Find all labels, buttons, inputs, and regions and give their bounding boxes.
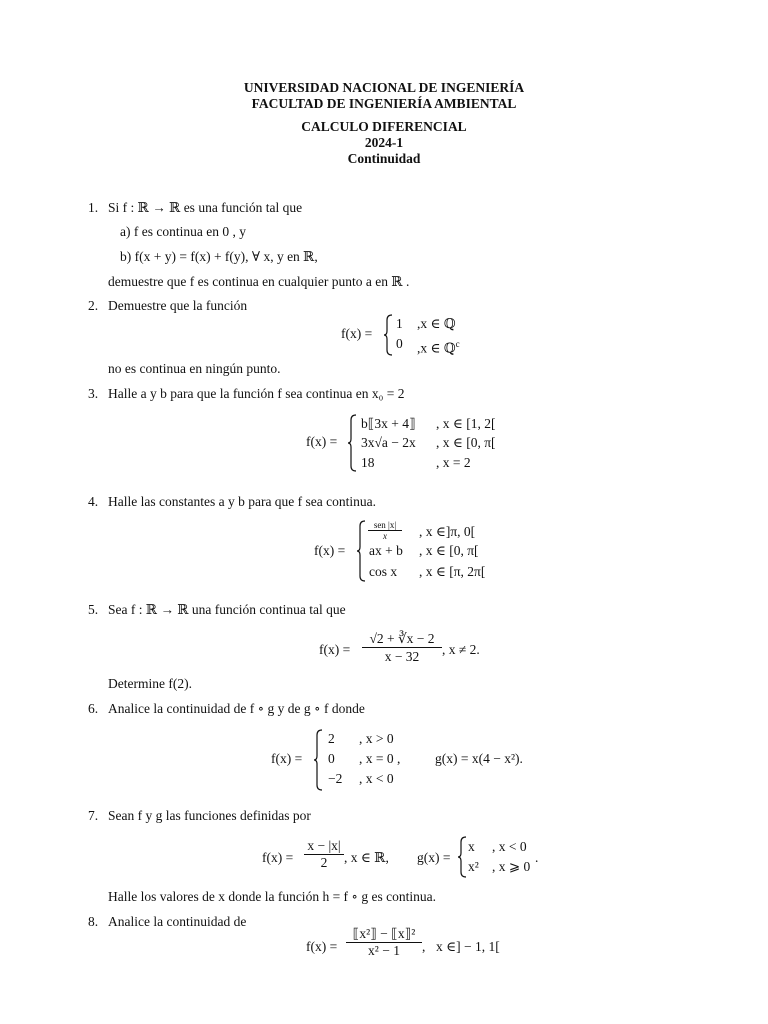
problem-2-intro: Demuestre que la función (108, 298, 248, 313)
problem-3-case1-value: b⟦3x + 4⟧ (361, 416, 416, 431)
problem-4-case2-value: ax + b (369, 543, 403, 558)
problem-4-intro: Halle las constantes a y b para que f sea continua. (108, 494, 377, 509)
problem-2-number: 2. (88, 298, 99, 313)
problem-3-lhs: f(x) = (306, 434, 338, 449)
problem-4-case2-cond: , x ∈ [0, π[ (419, 543, 479, 558)
problem-4-case3-cond: , x ∈ [π, 2π[ (419, 564, 486, 579)
problem-2-case2-cond-wrap (417, 336, 460, 357)
problem-2-outro: no es continua en ningún punto. (108, 361, 281, 376)
topic-title: Continuidad (347, 151, 421, 166)
university-name: UNIVERSIDAD NACIONAL DE INGENIERÍA (243, 80, 525, 95)
problem-2-complement-sup: c (455, 339, 460, 349)
problem-6-case3-value: −2 (328, 771, 343, 786)
problem-6-lhs: f(x) = (271, 751, 303, 766)
problem-1-item-a: a) f es continua en 0 , y (120, 224, 246, 239)
problem-8-intro: Analice la continuidad de (108, 914, 247, 929)
brace-icon (356, 520, 366, 582)
problem-7-number: 7. (88, 808, 99, 823)
problem-7-f-fraction (304, 838, 344, 871)
problem-6-g-definition: g(x) = x(4 − x²). (435, 751, 523, 766)
problem-3-intro: Halle a y b para que la función f sea continua en x₀ = 2 (108, 386, 405, 401)
problem-1-number: 1. (88, 200, 99, 215)
problem-6-case3-cond: , x < 0 (359, 771, 394, 786)
faculty-name: FACULTAD DE INGENIERÍA AMBIENTAL (251, 96, 517, 111)
problem-7-f-numerator: x − |x| (304, 838, 344, 855)
problem-8-fraction (346, 926, 422, 959)
problem-3-case2-value: 3x√a − 2x (361, 435, 416, 450)
problem-2-case2-value: 0 (396, 336, 403, 351)
problem-1-intro: Si f : ℝ → ℝ es una función tal que (108, 200, 303, 215)
problem-8-comma: , (422, 939, 426, 954)
problem-8-numerator: ⟦x²⟧ − ⟦x⟧² (346, 926, 422, 943)
problem-6-case2-value: 0 (328, 751, 335, 766)
problem-7-f-denominator: 2 (320, 855, 328, 870)
problem-5-denominator: x − 32 (384, 649, 420, 664)
problem-6-case1-value: 2 (328, 731, 335, 746)
brace-icon (347, 414, 357, 472)
problem-4-case1-num: sen |x| (368, 520, 402, 531)
problem-7-intro: Sean f y g las funciones definidas por (108, 808, 311, 823)
course-title: CALCULO DIFERENCIAL (301, 119, 467, 134)
problem-4-case1-fraction (368, 520, 402, 541)
problem-3-number: 3. (88, 386, 99, 401)
problem-3-case3-value: 18 (361, 455, 375, 470)
problem-5-lhs: f(x) = (319, 642, 351, 657)
brace-icon (313, 729, 323, 791)
problem-4-case1-den: x (383, 531, 387, 541)
problem-2-case1-value: 1 (396, 316, 403, 331)
problem-7-outro: Halle los valores de x donde la función h = f ∘ g es continua. (108, 889, 437, 904)
problem-2-lhs: f(x) = (341, 326, 373, 341)
brace-icon (383, 314, 393, 356)
problem-2-case1-cond: ,x ∈ ℚ (417, 316, 456, 331)
problem-8-lhs: f(x) = (306, 939, 338, 954)
problem-1-outro: demuestre que f es continua en cualquier punto a en ℝ . (108, 274, 410, 289)
problem-5-number: 5. (88, 602, 99, 617)
term: 2024-1 (364, 135, 404, 150)
problem-5-condition: , x ≠ 2. (442, 642, 480, 657)
problem-6-case2-cond: , x = 0 , (359, 751, 401, 766)
problem-5-outro: Determine f(2). (108, 676, 192, 691)
problem-4-number: 4. (88, 494, 99, 509)
problem-3-case3-cond: , x = 2 (436, 455, 471, 470)
problem-6-number: 6. (88, 701, 99, 716)
problem-6-case1-cond: , x > 0 (359, 731, 394, 746)
problem-7-g-case1-value: x (468, 839, 475, 854)
problem-3-case2-cond: , x ∈ [0, π[ (436, 435, 496, 450)
brace-icon (457, 836, 467, 878)
problem-5-intro: Sea f : ℝ → ℝ una función continua tal que (108, 602, 346, 617)
problem-7-f-lhs: f(x) = (262, 850, 294, 865)
problem-4-case1-cond: , x ∈]π, 0[ (419, 524, 476, 539)
problem-8-condition: x ∈] − 1, 1[ (436, 939, 500, 954)
problem-6-intro: Analice la continuidad de f ∘ g y de g ∘ f donde (108, 701, 365, 716)
problem-7-f-condition: , x ∈ ℝ, (344, 850, 389, 865)
problem-7-g-case1-cond: , x < 0 (492, 839, 527, 854)
problem-2-case2-cond: ,x ∈ ℚ (417, 340, 456, 356)
problem-8-number: 8. (88, 914, 99, 929)
problem-8-denominator: x² − 1 (368, 943, 400, 958)
problem-1-item-b: b) f(x + y) = f(x) + f(y), ∀ x, y en ℝ, (120, 249, 318, 264)
problem-5-fraction (362, 630, 442, 665)
problem-4-case3-value: cos x (369, 564, 398, 579)
problem-5-numerator: √2 + ∛x − 2 (362, 630, 442, 648)
problem-7-period: . (535, 850, 539, 865)
problem-7-g-case2-cond: , x ⩾ 0 (492, 859, 531, 874)
problem-7-g-case2-value: x² (468, 859, 479, 874)
problem-4-lhs: f(x) = (314, 543, 346, 558)
problem-7-g-lhs: g(x) = (417, 850, 451, 865)
problem-3-case1-cond: , x ∈ [1, 2[ (436, 416, 496, 431)
